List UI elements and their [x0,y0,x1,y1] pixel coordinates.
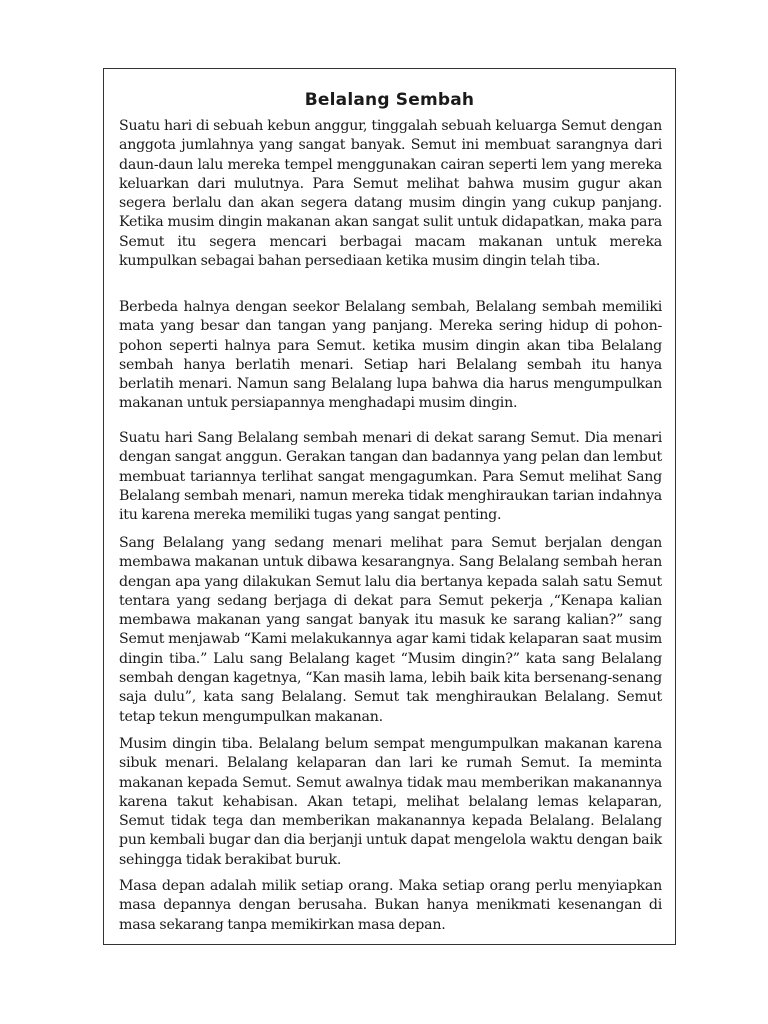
story-paragraph-1: Suatu hari di sebuah kebun anggur, tinggalah sebuah keluarga Semut dengan anggota jumlahnya yang sangat banyak. Semut ini membuat sarangnya dari daun-daun lalu mereka tempel menggunakan cairan seperti lem yang mereka keluarkan dari mulutnya. Para Semut melihat bahwa musim gugur akan segera berlalu dan akan segera datang musim dingin yang cukup panjang. Ketika musim dingin makanan akan sangat sulit untuk didapatkan, maka para Semut itu segera mencari berbagai macam makanan untuk mereka kumpulkan sebagai bahan persediaan ketika musim dingin telah tiba. [119,118,662,270]
story-paragraph-5: Musim dingin tiba. Belalang belum sempat mengumpulkan makanan karena sibuk menari. Belalang kelaparan dan lari ke rumah Semut. Ia meminta makanan kepada Semut. Semut awalnya tidak mau memberikan makanannya karena takut kehabisan. Akan tetapi, melihat belalang lemas kelaparan, Semut tidak tega dan memberikan makanannya kepada Belalang. Belalang pun kembali bugar dan dia berjanji untuk dapat mengelola waktu dengan baik sehingga tidak berakibat buruk. [119,736,662,868]
story-frame [103,68,676,945]
story-paragraph-2: Berbeda halnya dengan seekor Belalang sembah, Belalang sembah memiliki mata yang besar dan tangan yang panjang. Mereka sering hidup di pohon-pohon seperti halnya para Semut. ketika musim dingin akan tiba Belalang sembah hanya berlatih menari. Setiap hari Belalang sembah itu hanya berlatih menari. Namun sang Belalang lupa bahwa dia harus mengumpulkan makanan untuk persiapannya menghadapi musim dingin. [119,299,662,412]
story-paragraph-3: Suatu hari Sang Belalang sembah menari di dekat sarang Semut. Dia menari dengan sangat anggun. Gerakan tangan dan badannya yang pelan dan lembut membuat tariannya terlihat sangat mengagumkan. Para Semut melihat Sang Belalang sembah menari, namun mereka tidak menghiraukan tarian indahnya itu karena mereka memiliki tugas yang sangat penting. [119,430,662,524]
page-title: Belalang Sembah [304,90,475,111]
story-paragraph-4: Sang Belalang yang sedang menari melihat para Semut berjalan dengan membawa makanan untuk dibawa kesarangnya. Sang Belalang sembah heran dengan apa yang dilakukan Semut lalu dia bertanya kepada salah satu Semut tentara yang sedang berjaga di dekat para Semut pekerja ,“Kenapa kalian membawa makanan yang sangat banyak itu masuk ke sarang kalian?” sang Semut menjawab “Kami melakukannya agar kami tidak kelaparan saat musim dingin tiba.” Lalu sang Belalang kaget “Musim dingin?” kata sang Belalang sembah dengan kagetnya, “Kan masih lama, lebih baik kita bersenang-senang saja dulu”, kata sang Belalang. Semut tak menghiraukan Belalang. Semut tetap tekun mengumpulkan makanan. [119,535,662,725]
story-paragraph-6: Masa depan adalah milik setiap orang. Maka setiap orang perlu menyiapkan masa depannya dengan berusaha. Bukan hanya menikmati kesenangan di masa sekarang tanpa memikirkan masa depan. [119,878,662,933]
